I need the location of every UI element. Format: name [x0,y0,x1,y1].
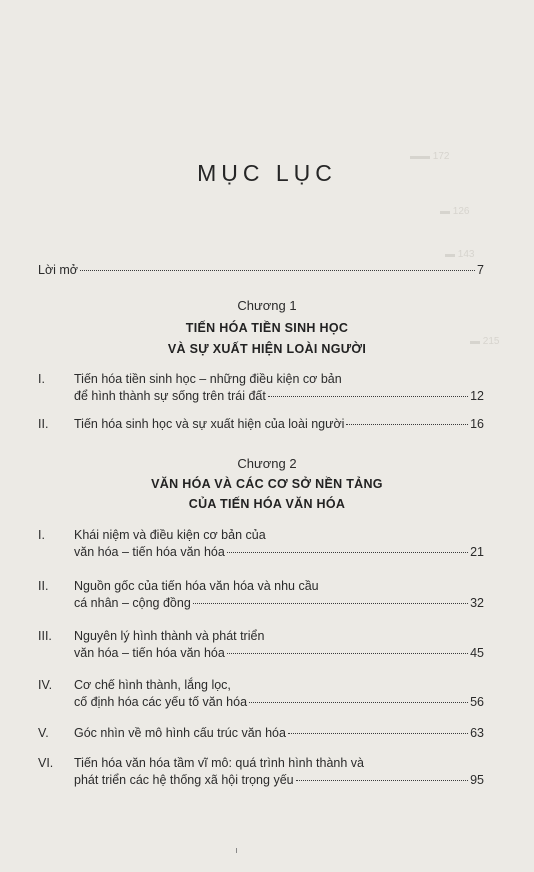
toc-entry-line: cố định hóa các yếu tố văn hóa [74,695,248,709]
toc-page-number: 45 [470,646,484,660]
dot-leader [227,551,468,553]
chapter-label: Chương 1 [237,298,297,313]
dot-leader [268,395,468,397]
chapter-title-line: VÀ SỰ XUẤT HIỆN LOÀI NGƯỜI [167,342,367,356]
page-title: MỤC LỤC [197,160,337,186]
toc-page-number: 32 [470,596,484,610]
toc-page-number: 95 [470,773,484,787]
bleed-through-marks: ▬▬ 172 [410,151,450,162]
toc-entry-line: phát triển các hệ thống xã hội trọng yếu [74,773,294,787]
toc-entry-number: II. [38,579,49,593]
toc-entry-line: Nguyên lý hình thành và phát triển [74,629,265,643]
dot-leader [346,423,468,425]
toc-entry-label: Lời mở [38,263,79,277]
toc-entry[interactable] [38,371,484,407]
toc-entry-number: I. [38,372,45,386]
toc-entry[interactable] [38,527,484,563]
toc-entry[interactable] [38,725,484,743]
page-mark [236,848,237,853]
toc-entry[interactable] [38,628,484,664]
chapter-title-line: CỦA TIẾN HÓA VĂN HÓA [188,497,346,511]
bleed-through-marks: ▬ 126 [440,206,470,217]
bleed-through-marks: ▬ 143 [445,249,475,260]
toc-entry[interactable] [38,578,484,614]
toc-entry-number: VI. [38,756,54,770]
bleed-through-marks: ▬ 215 [470,336,500,347]
toc-entry-number: I. [38,528,45,542]
dot-leader [288,732,468,734]
toc-entry-line: văn hóa – tiến hóa văn hóa [74,545,225,559]
toc-entry-number: IV. [38,678,53,692]
toc-entry-line: Nguồn gốc của tiến hóa văn hóa và nhu cầu [74,579,319,593]
chapter-title-line: VĂN HÓA VÀ CÁC CƠ SỞ NỀN TẢNG [151,477,383,491]
toc-entry[interactable] [38,677,484,713]
toc-entry[interactable] [38,416,484,434]
toc-entry-line: cá nhân – cộng đồng [74,596,191,610]
toc-entry[interactable] [38,755,484,791]
dot-leader [249,701,468,703]
toc-entry-number: V. [38,726,49,740]
chapter-title-line: TIẾN HÓA TIỀN SINH HỌC [185,321,349,335]
toc-page-number: 21 [470,545,484,559]
chapter-label: Chương 2 [237,456,297,471]
toc-entry-line: Cơ chế hình thành, lắng lọc, [74,678,231,692]
toc-page-number: 12 [470,389,484,403]
dot-leader [296,779,469,781]
toc-page-number: 56 [470,695,484,709]
toc-entry-line: Tiến hóa sinh học và sự xuất hiện của loài người [74,417,345,431]
toc-entry-line: Góc nhìn về mô hình cấu trúc văn hóa [74,726,286,740]
toc-page-number: 7 [477,263,484,277]
dot-leader [227,652,468,654]
toc-entry-line: Tiến hóa văn hóa tầm vĩ mô: quá trình hình thành và [74,756,364,770]
dot-leader [193,602,468,604]
dot-leader [80,269,475,271]
toc-page-number: 63 [470,726,484,740]
toc-entry-line: Tiến hóa tiền sinh học – những điều kiện cơ bản [74,372,342,386]
toc-entry-line: Khái niệm và điều kiện cơ bản của [74,528,266,542]
toc-entry-line: để hình thành sự sống trên trái đất [74,389,266,403]
toc-entry-line: văn hóa – tiến hóa văn hóa [74,646,225,660]
toc-entry-number: III. [38,629,52,643]
toc-entry-number: II. [38,417,49,431]
toc-page-number: 16 [470,417,484,431]
